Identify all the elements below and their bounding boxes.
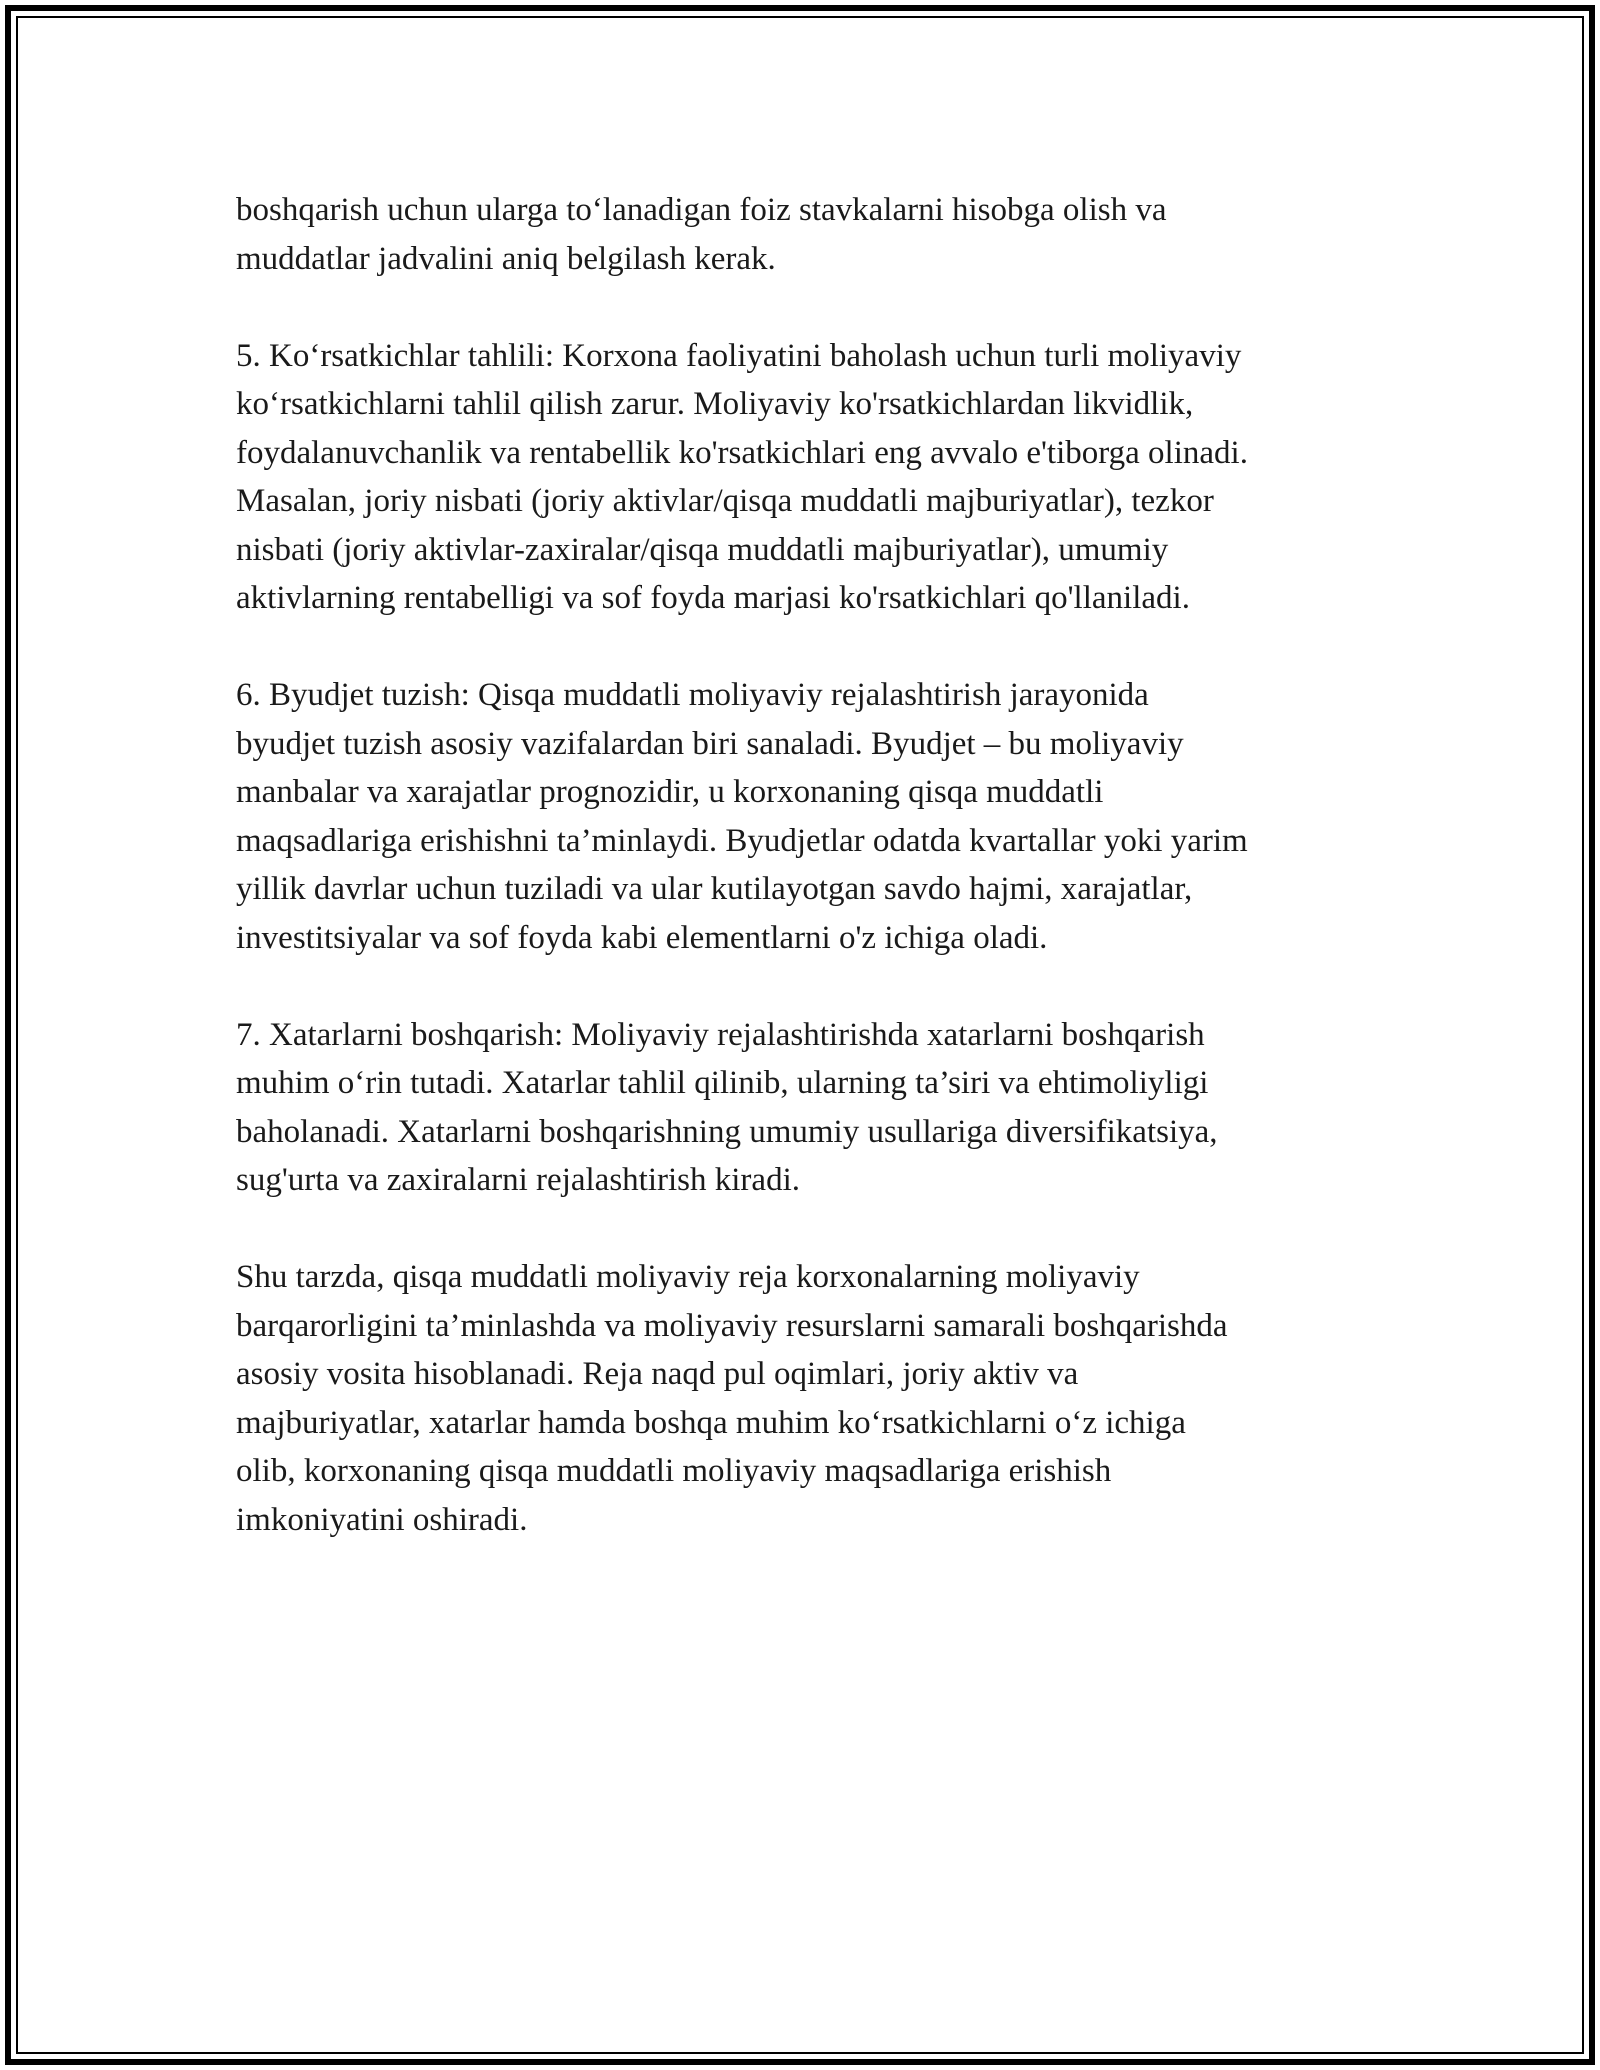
text-line: imkoniyatini oshiradi.	[236, 1501, 528, 1538]
text-line: ko‘rsatkichlarni tahlil qilish zarur. Moliyaviy ko'rsatkichlardan likvidlik,	[236, 386, 1194, 422]
text-line: 7. Xatarlarni boshqarish: Moliyaviy rejalashtirishda xatarlarni boshqarish	[236, 1016, 1205, 1053]
text-line: investitsiyalar va sof foyda kabi elementlarni o'z ichiga oladi.	[236, 919, 1048, 956]
text-line: nisbati (joriy aktivlar-zaxiralar/qisqa muddatli majburiyatlar), umumiy	[236, 531, 1169, 568]
text-line: byudjet tuzish asosiy vazifalardan biri sanaladi. Byudjet – bu moliyaviy	[236, 725, 1184, 762]
text-line: 6. Byudjet tuzish: Qisqa muddatli moliyaviy rejalashtirish jarayonida	[236, 677, 1149, 713]
text-line: majburiyatlar, xatarlar hamda boshqa muhim ko‘rsatkichlarni o‘z ichiga	[236, 1404, 1186, 1441]
text-line: muddatlar jadvalini aniq belgilash kerak.	[236, 240, 776, 277]
text-line: muhim o‘rin tutadi. Xatarlar tahlil qilinib, ularning ta’siri va ehtimoliyligi	[236, 1065, 1209, 1101]
text-line: aktivlarning rentabelligi va sof foyda marjasi ko'rsatkichlari qo'llaniladi.	[236, 580, 1190, 616]
text-line: foydalanuvchanlik va rentabellik ko'rsatkichlari eng avvalo e'tiborga olinadi.	[236, 434, 1248, 471]
paragraph	[236, 186, 1386, 283]
text-line: sug'urta va zaxiralarni rejalashtirish kiradi.	[236, 1162, 800, 1198]
text-line: 5. Ko‘rsatkichlar tahlili: Korxona faoliyatini baholash uchun turli moliyaviy	[236, 337, 1242, 374]
paragraph	[236, 332, 1386, 623]
text-line: asosiy vosita hisoblanadi. Reja naqd pul oqimlari, joriy aktiv va	[236, 1356, 1079, 1392]
text-line: olib, korxonaning qisqa muddatli moliyaviy maqsadlariga erishish	[236, 1453, 1112, 1489]
text-line: manbalar va xarajatlar prognozidir, u korxonaning qisqa muddatli	[236, 774, 1104, 810]
paragraph	[236, 1011, 1386, 1205]
text-line: Masalan, joriy nisbati (joriy aktivlar/qisqa muddatli majburiyatlar), tezkor	[236, 483, 1214, 519]
document-body	[236, 186, 1386, 1544]
text-line: boshqarish uchun ularga to‘lanadigan foiz stavkalarni hisobga olish va	[236, 192, 1167, 228]
text-line: baholanadi. Xatarlarni boshqarishning umumiy usullariga diversifikatsiya,	[236, 1113, 1218, 1150]
paragraph	[236, 671, 1386, 962]
paragraph	[236, 1253, 1386, 1544]
text-line: barqarorligini ta’minlashda va moliyaviy resurslarni samarali boshqarishda	[236, 1307, 1228, 1344]
text-line: yillik davrlar uchun tuziladi va ular kutilayotgan savdo hajmi, xarajatlar,	[236, 871, 1193, 907]
text-line: maqsadlariga erishishni ta’minlaydi. Byudjetlar odatda kvartallar yoki yarim	[236, 822, 1248, 859]
text-line: Shu tarzda, qisqa muddatli moliyaviy reja korxonalarning moliyaviy	[236, 1259, 1140, 1295]
